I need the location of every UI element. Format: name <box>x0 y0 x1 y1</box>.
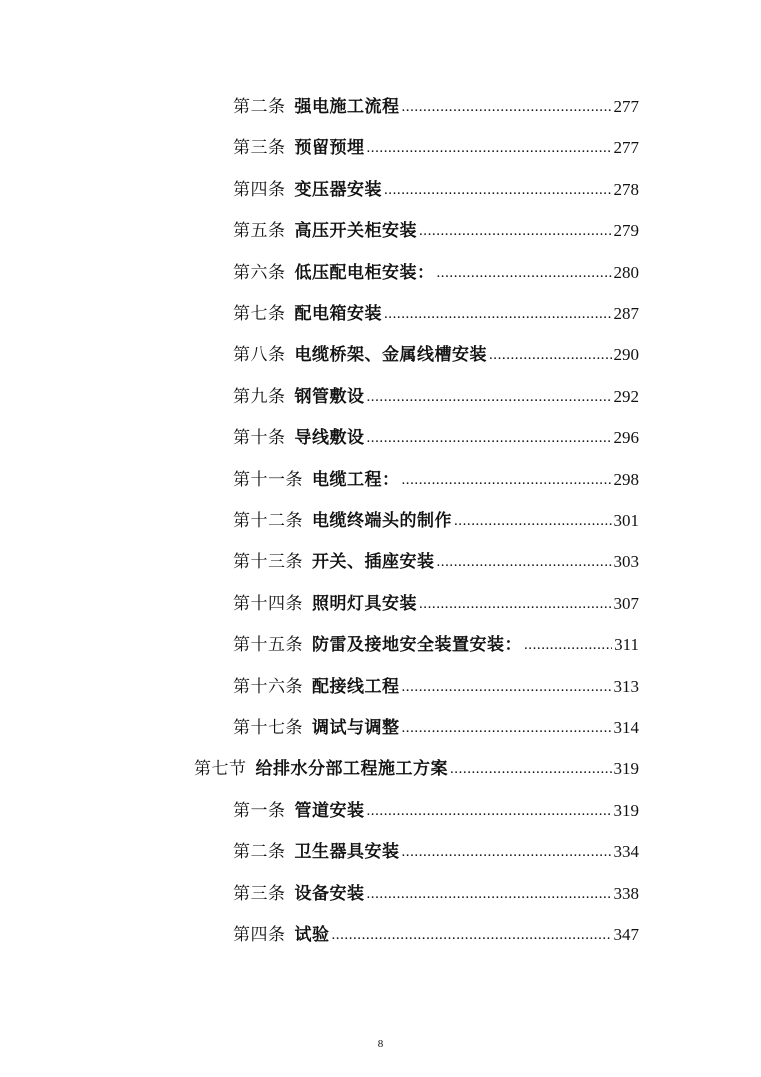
toc-entry[interactable] <box>233 129 639 159</box>
toc-entry-label: 第三条 <box>233 138 286 159</box>
dot-leader <box>524 634 612 656</box>
toc-entry-title: 调试与调整 <box>312 718 400 738</box>
toc-entry-label: 第四条 <box>233 925 286 945</box>
toc-entry[interactable] <box>233 88 639 118</box>
toc-entry-page: 347 <box>613 925 639 944</box>
toc-entry-title: 预留预埋 <box>294 138 365 159</box>
dot-leader <box>402 841 612 863</box>
toc-entry-title: 开关、插座安装 <box>312 552 435 573</box>
toc-entry-label: 第九条 <box>233 386 286 407</box>
toc-entry-title: 电缆终端头的制作 <box>312 511 452 531</box>
dot-leader <box>454 510 612 532</box>
dot-leader <box>419 220 612 242</box>
toc-entry-page: 311 <box>614 635 639 655</box>
toc-entry-page: 301 <box>613 511 639 530</box>
toc-entry-title: 变压器安装 <box>294 179 382 200</box>
toc-entry-label: 第十四条 <box>233 593 303 614</box>
toc-entry-title: 配电箱安装 <box>294 304 382 324</box>
toc-entry-label: 第四条 <box>233 179 286 200</box>
dot-leader <box>402 469 612 491</box>
toc-entry[interactable] <box>233 875 639 905</box>
toc-entry-title: 电缆桥架、金属线槽安装 <box>294 345 487 366</box>
toc-entry-title: 钢管敷设 <box>294 386 365 407</box>
toc-entry-page: 278 <box>613 179 639 199</box>
toc-entry-title: 设备安装 <box>294 883 365 904</box>
toc-entry[interactable] <box>233 833 639 863</box>
toc-entry-label: 第五条 <box>233 221 286 242</box>
toc-entry-title: 电缆工程： <box>312 469 400 490</box>
dot-leader <box>367 386 612 408</box>
toc-entry-label: 第八条 <box>233 345 286 366</box>
toc-entry-label: 第二条 <box>233 842 286 863</box>
toc-entry-label: 第一条 <box>233 800 286 821</box>
dot-leader <box>402 676 612 698</box>
toc-entry-title: 试验 <box>294 925 330 945</box>
toc-entry-title: 防雷及接地安全装置安装： <box>312 635 522 656</box>
toc-entry[interactable] <box>233 212 639 242</box>
dot-leader <box>419 593 612 615</box>
toc-entry[interactable] <box>233 626 639 656</box>
toc-entry-label: 第十条 <box>233 428 286 449</box>
toc-entry-label: 第十一条 <box>233 469 303 490</box>
toc-entry-label: 第十二条 <box>233 511 303 531</box>
dot-leader <box>384 179 612 201</box>
toc-entry[interactable] <box>233 254 639 284</box>
toc-entry-page: 290 <box>613 345 639 365</box>
dot-leader <box>402 96 612 118</box>
dot-leader <box>384 303 612 325</box>
toc-entry-label: 第七条 <box>233 304 286 324</box>
toc-entry[interactable] <box>233 378 639 408</box>
toc-entry[interactable] <box>233 502 639 532</box>
toc-entry-label: 第十五条 <box>233 635 303 656</box>
dot-leader <box>402 717 612 739</box>
page-number: 8 <box>377 1038 384 1050</box>
toc-entry-title: 照明灯具安装 <box>312 593 417 614</box>
toc-entry-page: 338 <box>613 883 639 903</box>
toc-entry-title: 管道安装 <box>294 800 365 821</box>
toc-entry[interactable] <box>233 336 639 366</box>
toc-entry-title: 导线敷设 <box>294 428 365 449</box>
dot-leader <box>367 137 612 159</box>
toc-entry-label: 第十三条 <box>233 552 303 573</box>
dot-leader <box>450 758 612 780</box>
toc-entry-title: 卫生器具安装 <box>294 842 400 863</box>
toc-entry-page: 277 <box>613 138 639 158</box>
toc-entry-label: 第三条 <box>233 883 286 904</box>
toc-entry-title: 低压配电柜安装： <box>294 262 435 283</box>
toc-entry[interactable] <box>233 295 639 325</box>
dot-leader <box>437 262 612 284</box>
dot-leader <box>489 344 612 366</box>
toc-entry[interactable] <box>233 171 639 201</box>
toc-entry[interactable] <box>233 461 639 491</box>
toc-entry[interactable] <box>233 916 639 946</box>
toc-entry-label: 第六条 <box>233 262 286 283</box>
toc-entry[interactable] <box>233 668 639 698</box>
toc-entry[interactable] <box>233 585 639 615</box>
toc-entry-page: 279 <box>613 221 639 241</box>
toc-entry-page: 319 <box>613 800 639 820</box>
dot-leader <box>367 800 612 822</box>
toc-entry-page: 314 <box>613 718 639 737</box>
toc-entry[interactable] <box>233 419 639 449</box>
toc-entry-page: 298 <box>613 469 639 489</box>
toc-entry-title: 强电施工流程 <box>294 97 400 117</box>
toc-entry-page: 296 <box>613 428 639 448</box>
toc-entry-page: 292 <box>613 386 639 406</box>
toc-entry-page: 319 <box>613 759 639 779</box>
dot-leader <box>332 924 612 946</box>
toc-entry-page: 303 <box>613 552 639 572</box>
dot-leader <box>437 551 612 573</box>
toc-entry-title: 高压开关柜安装 <box>294 221 417 242</box>
toc-entry-label: 第二条 <box>233 97 286 117</box>
toc-section-entry[interactable] <box>194 750 639 780</box>
toc-entry-label: 第七节 <box>194 759 247 780</box>
toc-entry[interactable] <box>233 792 639 822</box>
toc-entry-page: 287 <box>613 304 639 323</box>
toc-entry-page: 280 <box>613 262 639 282</box>
dot-leader <box>367 427 612 449</box>
toc-entry-label: 第十六条 <box>233 676 303 697</box>
toc-entry-page: 307 <box>613 593 639 613</box>
toc-entry-page: 334 <box>613 842 639 862</box>
toc-entry-page: 313 <box>613 676 639 696</box>
toc-entry-title: 配接线工程 <box>312 676 400 697</box>
dot-leader <box>367 883 612 905</box>
toc-entry-label: 第十七条 <box>233 718 303 738</box>
toc-entry-page: 277 <box>613 97 639 116</box>
toc-entry[interactable] <box>233 709 639 739</box>
toc-entry-title: 给排水分部工程施工方案 <box>255 759 448 780</box>
toc-entry[interactable] <box>233 543 639 573</box>
